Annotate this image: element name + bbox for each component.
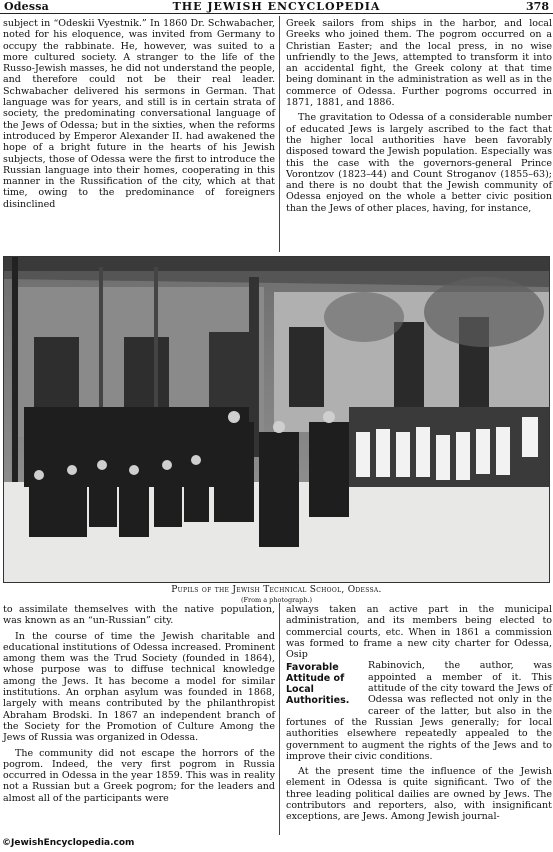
paragraph: The gravitation to Odessa of a considerable number of educated Jews is largely ascribed to the fact that the higher local authorities have been favorably disposed toward the Jewish population. Especially was this the case with the governors-general Prince Vorontzov (1823–44) and Count Stroganov (1855–63); and there is no doubt that the Jewish community of Odessa enjoyed on the whole a better civic position than the Jews of other places, having, for instance, (286, 112, 552, 214)
school-photograph (3, 256, 550, 583)
column-divider (279, 603, 280, 835)
column-divider (279, 16, 280, 252)
figure-credit: (From a photograph.) (240, 596, 313, 604)
paragraph: Greek sailors from ships in the harbor, and local Greeks who joined them. The pogrom occurred on a Christian Easter; and the local press, in no wise unfriendly to the Jews, attempted to transform it into an accidental fight, the Greek colony at that time being dominant in the administration as well as in the commerce of Odessa. Further pogroms occurred in 1871, 1881, and 1886. (286, 18, 552, 109)
paragraph: Rabinovich, the author, was appointed a member of it. This attitude of the city toward the Jews of Odessa was reflected not only in the career of the latter, but also in the fortunes of the Russian Jews generally; for local authorities elsewhere repeatedly appealed to the government to augment the rights of the Jews and to improve their civic conditions. (286, 660, 552, 762)
page-number: 378 (526, 0, 549, 13)
paragraph: At the present time the influence of the Jewish element in Odessa is quite significant. Two of the three leading political dailies are owned by Jews. The contributors and reporters, also, with insignificant exceptions, are Jews. Among Jewish journal- (286, 766, 552, 823)
text-column-bottom-right (286, 604, 552, 823)
paragraph: always taken an active part in the municipal administration, and its members being elected to commercial courts, etc. When in 1861 a commission was formed to frame a new city charter for Odessa, Osip (286, 604, 552, 661)
photograph-illustration (4, 257, 549, 582)
running-title: THE JEWISH ENCYCLOPEDIA (172, 0, 381, 13)
margin-heading: Favorable Attitude of Local Authorities. (286, 662, 350, 707)
paragraph: The community did not escape the horrors of the pogrom. Indeed, the very first pogrom in Russia occurred in Odessa in the year 1859. This was in reality not a Russian but a Greek pogrom; for the leaders and almost all of the participants were (3, 747, 275, 804)
figure-caption: Pupils of the Jewish Technical School, Odessa. (171, 585, 382, 595)
copyright-link[interactable]: ©JewishEncyclopedia.com (2, 838, 135, 848)
section-name: Odessa (4, 0, 49, 13)
paragraph: subject in “Odeskii Vyestnik.” In 1860 Dr. Schwabacher, noted for his eloquence, was invited from Germany to occupy the rabbinate. He, however, was suited to a more cultured society. A stranger to the life of the Russo-Jewish masses, he did not understand the people, and therefore could not be their real leader. Schwabacher delivered his sermons in German. That language was for years, and still is in certain strata of society, the predominating conversational language of the Jews of Odessa; but in the sixties, when the reforms introduced by Emperor Alexander II. had awakened the hope of a bright future in the hearts of his Jewish subjects, those of Odessa were the first to introduce the Russian language into their homes, cooperating in this manner in the Russification of the city, which at that time, owing to the predominance of foreigners disinclined (3, 18, 275, 210)
paragraph: to assimilate themselves with the native population, was known as an “un-Russian” city. (3, 604, 275, 627)
page-header (0, 0, 553, 14)
header-rule (0, 13, 553, 14)
text-column-top-left (3, 18, 275, 210)
text-column-top-right (286, 18, 552, 214)
paragraph: In the course of time the Jewish charitable and educational institutions of Odessa increased. Prominent among them was the Trud Society (founded in 1864), whose purpose was to diffuse technical knowledge among the Jews. It has become a model for similar institutions. An orphan asylum was founded in 1868, largely with means contributed by the philanthropist Abraham Brodski. In 1867 an independent branch of the Society for the Promotion of Culture Among the Jews of Russia was organized in Odessa. (3, 630, 275, 744)
text-column-bottom-left (3, 604, 275, 804)
